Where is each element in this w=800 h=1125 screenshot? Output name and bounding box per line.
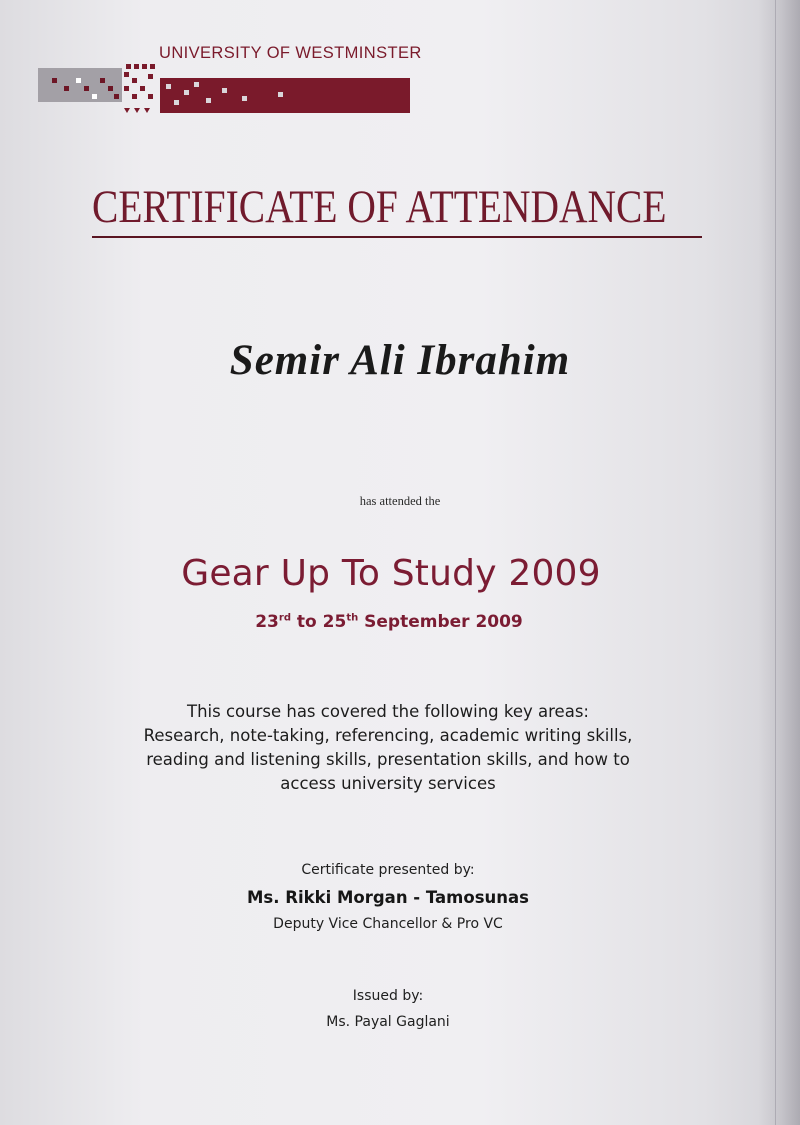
issued-by-label: Issued by: [352, 988, 424, 1004]
end-day-suffix: th [346, 612, 359, 624]
key-areas-line: access university services [280, 774, 496, 793]
course-dates [0, 612, 778, 632]
month-year: September 2009 [358, 612, 523, 632]
title-underline [92, 236, 702, 238]
logo-grid-icon [38, 64, 412, 116]
university-logo [38, 44, 422, 116]
university-name: UNIVERSITY OF WESTMINSTER [159, 44, 422, 62]
course-name: Gear Up To Study 2009 [181, 553, 601, 594]
start-day-suffix: rd [278, 612, 291, 624]
key-areas-line: reading and listening skills, presentation skills, and how to [146, 750, 630, 769]
certificate-title: CERTIFICATE OF ATTENDANCE [92, 181, 667, 233]
end-day: 25 [322, 612, 347, 632]
start-day: 23 [255, 612, 279, 632]
presenter-name: Ms. Rikki Morgan - Tamosunas [247, 888, 529, 907]
attended-text: has attended the [359, 494, 441, 508]
presenter-role: Deputy Vice Chancellor & Pro VC [273, 916, 503, 932]
key-areas-line: Research, note-taking, referencing, academic writing skills, [143, 726, 633, 745]
key-areas-paragraph [0, 700, 776, 796]
recipient-name: Semir Ali Ibrahim [229, 337, 571, 384]
issuer-name: Ms. Payal Gaglani [326, 1014, 450, 1030]
presented-by-label: Certificate presented by: [301, 862, 475, 878]
date-connector: to [290, 612, 323, 632]
key-areas-line: This course has covered the following key areas: [187, 702, 589, 721]
